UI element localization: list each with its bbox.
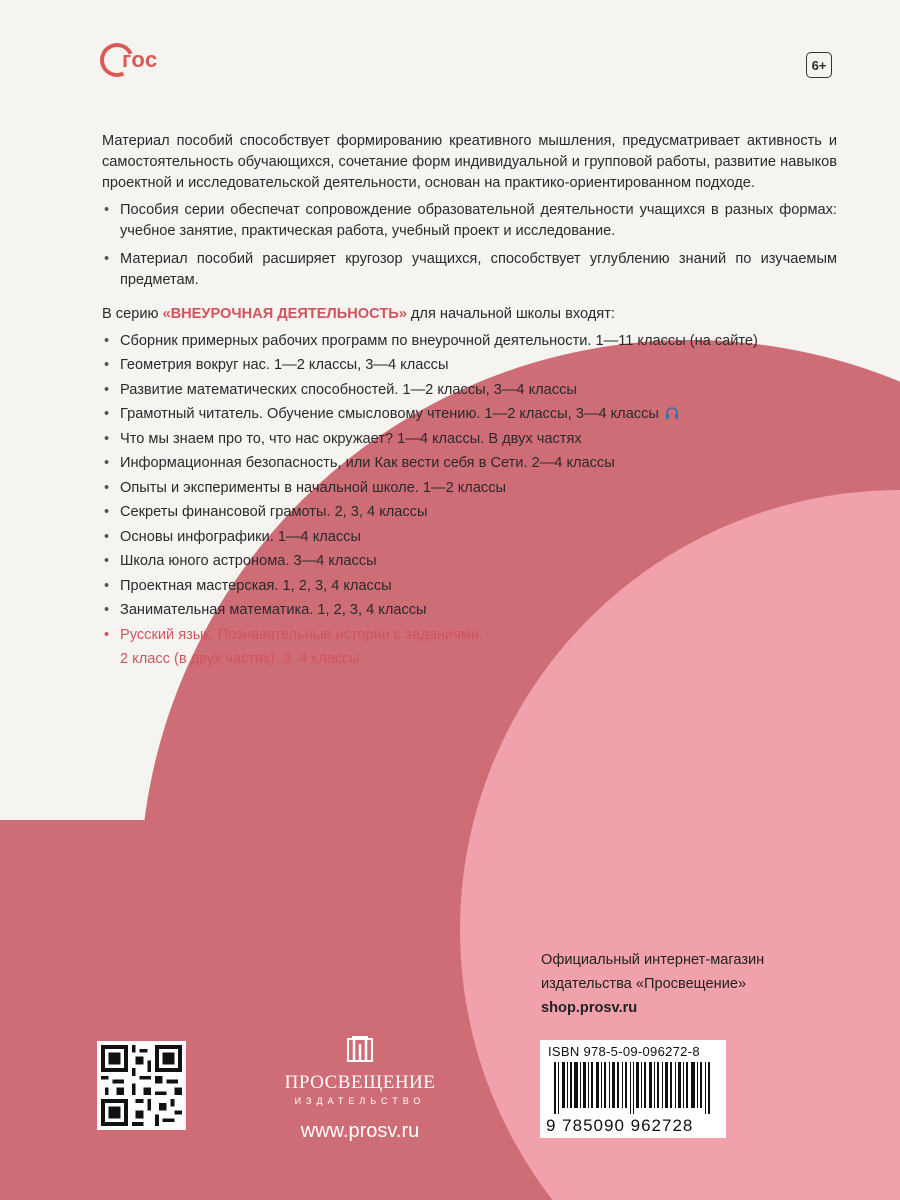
fgos-logo [100, 38, 158, 82]
series-name: «ВНЕУРОЧНАЯ ДЕЯТЕЛЬНОСТЬ» [162, 306, 407, 322]
series-item: • Что мы знаем про то, что нас окружает? 1—4 классы. В двух частях [102, 427, 842, 452]
publisher-subtitle: ИЗДАТЕЛЬСТВО [294, 1096, 426, 1106]
isbn-label: ISBN 978-5-09-096272-8 [548, 1044, 700, 1059]
intro-bullet: • Материал пособий расширяет кругозор учащихся, способствует углублению знаний по изучаемым предметам. [102, 249, 837, 291]
intro-section [102, 131, 837, 298]
series-item-highlight [102, 623, 842, 672]
intro-bullets [102, 200, 837, 291]
series-item: • Проектная мастерская. 1, 2, 3, 4 классы [102, 574, 842, 599]
barcode-icon [554, 1062, 714, 1114]
series-item-text: Грамотный читатель. Обучение смысловому чтению. 1—2 классы, 3—4 классы [120, 406, 659, 422]
series-item: • Опыты и эксперименты в начальной школе. 1—2 классы [102, 476, 842, 501]
series-list [102, 329, 842, 672]
headphones-icon [665, 407, 679, 419]
shop-info [541, 948, 801, 1020]
age-rating-badge: 6+ [806, 52, 832, 78]
qr-code-icon [101, 1045, 182, 1126]
publisher-emblem-icon [346, 1035, 374, 1063]
series-item: • Развитие математических способностей. 1—2 классы, 3—4 классы [102, 378, 842, 403]
series-item [102, 402, 842, 427]
shop-url[interactable]: shop.prosv.ru [541, 1000, 638, 1016]
series-item: • Информационная безопасность, или Как вести себя в Сети. 2—4 классы [102, 451, 842, 476]
series-item: • Занимательная математика. 1, 2, 3, 4 классы [102, 598, 842, 623]
series-item: • Школа юного астронома. 3—4 классы [102, 549, 842, 574]
series-item: • Основы инфографики. 1—4 классы [102, 525, 842, 550]
series-prefix: В серию [102, 306, 163, 322]
publisher-logo [270, 1035, 450, 1143]
series-suffix: для начальной школы входят: [406, 306, 615, 322]
fgos-ring-icon [95, 38, 139, 82]
series-heading [102, 302, 842, 327]
highlight-line2: 2 класс (в двух частях), 3, 4 классы [120, 651, 360, 667]
series-item: • Сборник примерных рабочих программ по внеурочной деятельности. 1—11 классы (на сайте) [102, 329, 842, 354]
shop-line1: Официальный интернет-магазин [541, 952, 765, 968]
qr-code[interactable] [97, 1041, 186, 1130]
series-item: • Секреты финансовой грамоты. 2, 3, 4 классы [102, 500, 842, 525]
barcode-digits: 9 785090 962728 [546, 1116, 694, 1135]
intro-bullet: • Пособия серии обеспечат сопровождение образовательной деятельности учащихся в разных формах: учебное занятие, практическая работа, учебный проект и исследование. [102, 200, 837, 242]
series-item: • Геометрия вокруг нас. 1—2 классы, 3—4 классы [102, 353, 842, 378]
series-section [102, 302, 842, 672]
shop-line2: издательства «Просвещение» [541, 976, 747, 992]
isbn-barcode [540, 1040, 726, 1138]
fgos-logo-text: гос [122, 47, 158, 72]
publisher-name: ПРОСВЕЩЕНИЕ [284, 1072, 436, 1093]
highlight-line1: Русский язык. Познавательные истории с заданиями. [120, 626, 484, 643]
intro-paragraph: Материал пособий способствует формированию креативного мышления, предусматривает активность и самостоятельность обучающихся, сочетание форм индивидуальной и групповой работы, развитие навыков проектной и исследовательской деятельности, основан на практико-ориентированном подходе. [102, 133, 837, 191]
publisher-website[interactable]: www.prosv.ru [300, 1120, 420, 1142]
